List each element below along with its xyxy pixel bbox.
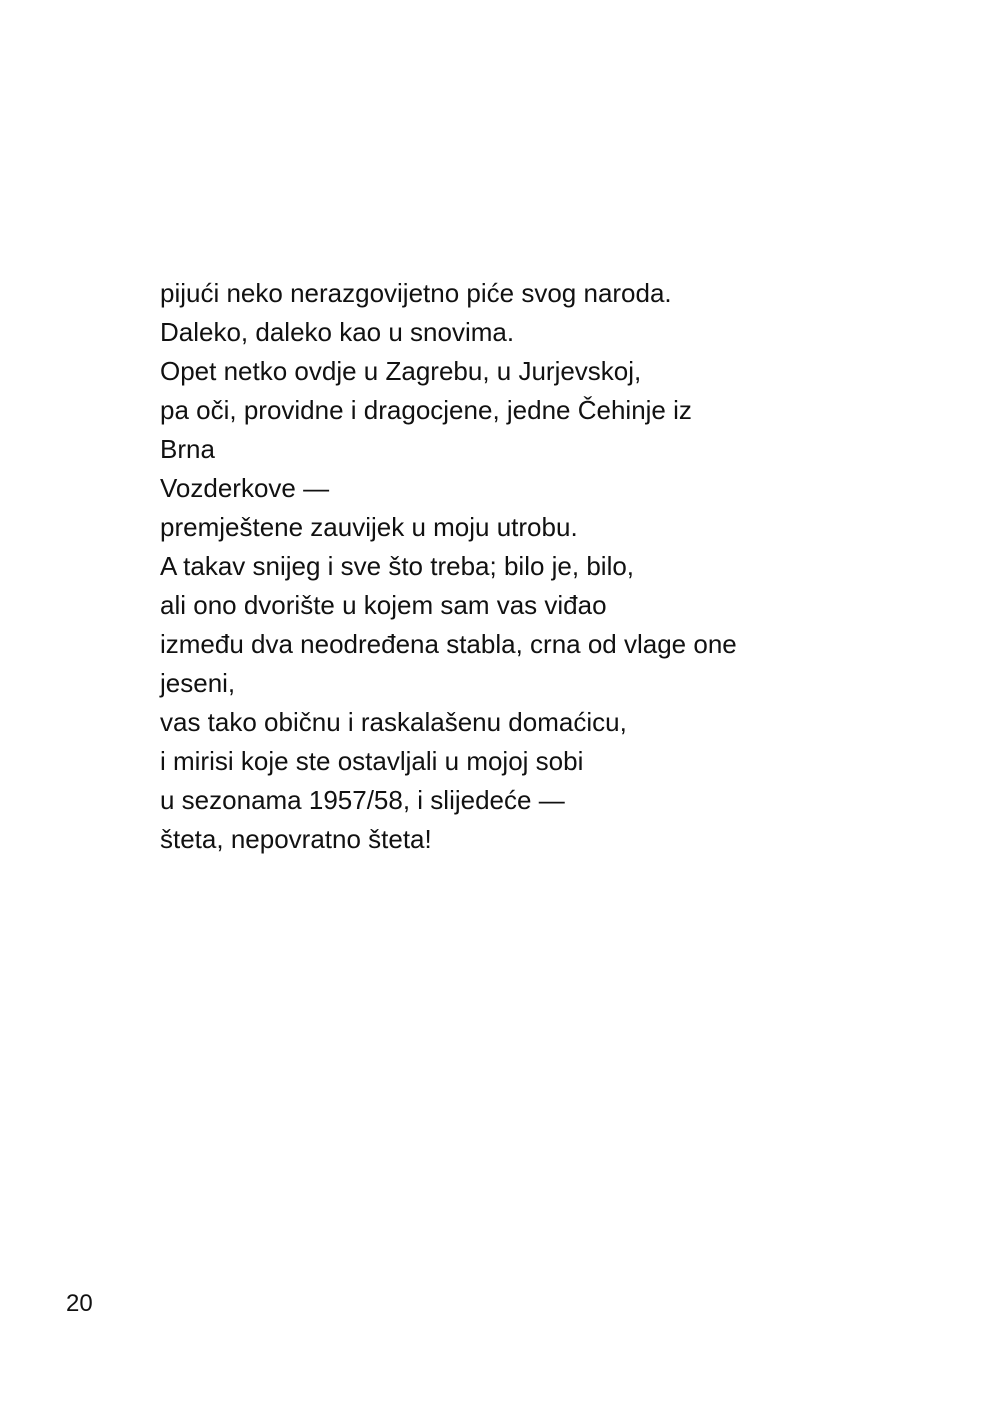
poem-line: Opet netko ovdje u Zagrebu, u Jurjevskoj, [160,356,642,386]
poem-line: premještene zauvijek u moju utrobu. [160,512,578,542]
poem-line: šteta, nepovratno šteta! [160,824,432,854]
poem-line: ali ono dvorište u kojem sam vas viđao [160,590,607,620]
page-number: 20 [66,1290,93,1317]
poem-line: i mirisi koje ste ostavljali u mojoj sobi [160,746,584,776]
poem-line: Vozderkove — [160,473,330,503]
poem-line: jeseni, [160,668,236,698]
poem-line: A takav snijeg i sve što treba; bilo je, bilo, [160,551,635,581]
poem-text [160,274,880,859]
poem-line: Daleko, daleko kao u snovima. [160,317,515,347]
poem-line: pijući neko nerazgovijetno piće svog naroda. [160,278,672,308]
poem-line: vas tako običnu i raskalašenu domaćicu, [160,707,627,737]
poem-line: pa oči, providne i dragocjene, jedne Čehinje iz [160,395,692,425]
poem-line: u sezonama 1957/58, i slijedeće — [160,785,565,815]
poem-line: između dva neodređena stabla, crna od vlage one [160,629,737,659]
poem-line: Brna [160,434,215,464]
